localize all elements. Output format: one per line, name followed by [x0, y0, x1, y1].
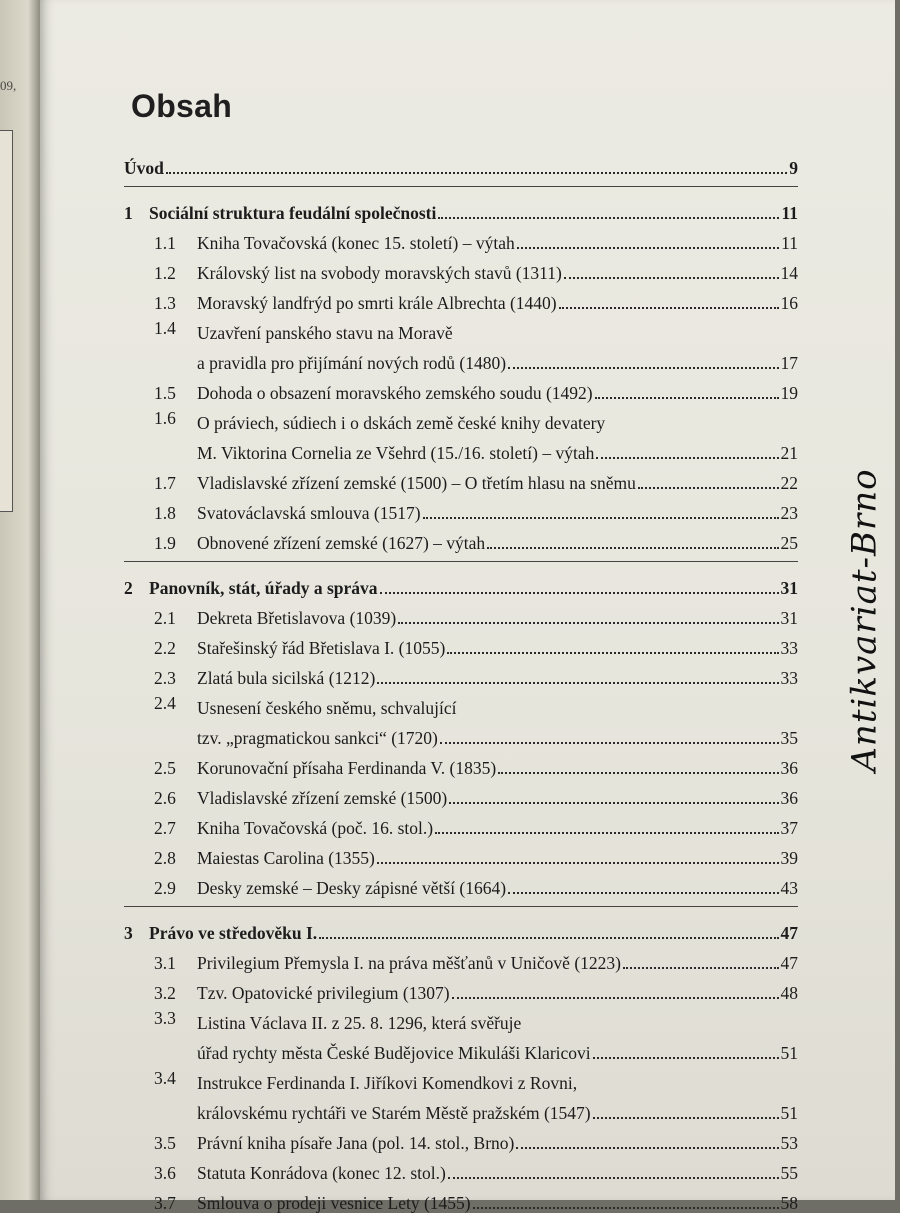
toc-chapter-row[interactable]: [124, 913, 798, 943]
toc-entry-title: Sociální struktura feudální společnosti: [149, 203, 437, 223]
toc-page-number: 14: [780, 263, 798, 283]
toc-entry-number: 1.3: [154, 293, 176, 313]
toc-entry-number: 2.8: [154, 848, 176, 868]
toc-section-row[interactable]: [124, 973, 798, 1003]
toc-entry-title-line1: O práviech, súdiech i o dskách země české knihy devatery: [197, 413, 606, 433]
dot-leader: [564, 276, 779, 279]
adjacent-page-edge: [0, 0, 40, 1200]
toc-entry-title: úřad rychty města České Budějovice Mikuláši Klaricovi: [197, 1043, 591, 1063]
toc-section-row[interactable]: [124, 838, 798, 868]
toc-entry-number: 2.4: [154, 693, 176, 713]
toc-entry-number: 1.6: [154, 408, 176, 428]
toc-entry-number: 1.2: [154, 263, 176, 283]
toc-chapter-row[interactable]: [124, 568, 798, 598]
dot-leader: [449, 801, 778, 804]
watermark-stamp: [810, 440, 900, 800]
toc-page-number: 51: [780, 1103, 798, 1123]
toc-page-number: 21: [780, 443, 798, 463]
toc-entry-title: Tzv. Opatovické privilegium (1307): [197, 983, 450, 1003]
toc-section-row[interactable]: [124, 313, 798, 373]
toc-entry-title: Právo ve středověku I.: [149, 923, 318, 943]
toc-entry-number: 1.8: [154, 503, 176, 523]
dot-leader: [487, 546, 778, 549]
toc-section-row[interactable]: [124, 1123, 798, 1153]
toc-entry-number: 1: [124, 203, 133, 223]
toc-entry-title: Zlatá bula sicilská (1212): [197, 668, 376, 688]
toc-entry-number: 2: [124, 578, 133, 598]
toc-page-number: 11: [781, 233, 798, 253]
toc-entry-title: královskému rychtáři ve Starém Městě pražském (1547): [197, 1103, 591, 1123]
dot-leader: [447, 651, 778, 654]
toc-entry-number: 1.5: [154, 383, 176, 403]
toc-entry-number: 1.7: [154, 473, 176, 493]
dot-leader: [423, 516, 779, 519]
toc-entry-title: Dekreta Břetislavova (1039): [197, 608, 397, 628]
toc-entry-title: Úvod: [124, 158, 164, 178]
dot-leader: [398, 621, 778, 624]
section-divider: [124, 906, 798, 907]
toc-entry-title: M. Viktorina Cornelia ze Všehrd (15./16. století) – výtah: [197, 443, 595, 463]
toc-entry-number: 1.4: [154, 318, 176, 338]
toc-section-row[interactable]: [124, 403, 798, 463]
toc-page-number: 35: [780, 728, 798, 748]
toc-page-number: 31: [780, 608, 798, 628]
toc-page-number: 37: [780, 818, 798, 838]
toc-entry-title: Stařešinský řád Břetislava I. (1055): [197, 638, 446, 658]
toc-entry-title-line1: Uzavření panského stavu na Moravě: [197, 323, 453, 343]
dot-leader: [435, 831, 778, 834]
dot-leader: [448, 1176, 779, 1179]
toc-entry-number: 2.9: [154, 878, 176, 898]
toc-section-row[interactable]: [124, 493, 798, 523]
toc-entry-title: Moravský landfrýd po smrti krále Albrechta (1440): [197, 293, 557, 313]
dot-leader: [593, 1056, 779, 1059]
toc-entry-title: Desky zemské – Desky zápisné větší (1664): [197, 878, 507, 898]
adjacent-page-box: [0, 130, 13, 512]
dot-leader: [377, 681, 778, 684]
toc-entry-number: 3: [124, 923, 133, 943]
toc-entry-title: a pravidla pro přijímání nových rodů (1480): [197, 353, 507, 373]
toc-section-row[interactable]: [124, 778, 798, 808]
toc-entry-title: Privilegium Přemysla I. na práva měšťanů v Uničově (1223): [197, 953, 621, 973]
toc-chapter-row[interactable]: [124, 193, 798, 223]
toc-section-row[interactable]: [124, 223, 798, 253]
toc-page-number: 48: [780, 983, 798, 1003]
toc-page-number: 19: [780, 383, 798, 403]
toc-page-number: 33: [780, 638, 798, 658]
toc-section-row[interactable]: [124, 808, 798, 838]
dot-leader: [440, 741, 779, 744]
toc-entry-number: 2.6: [154, 788, 176, 808]
toc-entry-number: 2.2: [154, 638, 176, 658]
toc-page-number: 25: [780, 533, 798, 553]
toc-page-number: 51: [780, 1043, 798, 1063]
toc-section-row[interactable]: [124, 463, 798, 493]
toc-entry-number: 2.5: [154, 758, 176, 778]
toc-entry-title: Kniha Tovačovská (poč. 16. stol.): [197, 818, 434, 838]
dot-leader: [559, 306, 779, 309]
toc-entry-title-line1: Listina Václava II. z 25. 8. 1296, která svěřuje: [197, 1013, 522, 1033]
toc-entry-number: 3.6: [154, 1163, 176, 1183]
toc-entry-title-line1: Usnesení českého sněmu, schvalující: [197, 698, 457, 718]
dot-leader: [377, 861, 779, 864]
toc-section-row[interactable]: [124, 1153, 798, 1183]
toc-page-number: 36: [780, 758, 798, 778]
toc-section-row[interactable]: [124, 598, 798, 628]
toc-entry-number: 1.9: [154, 533, 176, 553]
toc-page-number: 17: [780, 353, 798, 373]
toc-entry-title: Statuta Konrádova (konec 12. stol.): [197, 1163, 446, 1183]
toc-page-number: 16: [780, 293, 798, 313]
dot-leader: [166, 171, 787, 174]
toc-section-row[interactable]: [124, 628, 798, 658]
toc-entry-number: 1.1: [154, 233, 176, 253]
toc-section-row[interactable]: [124, 373, 798, 403]
toc-section-row[interactable]: [124, 868, 798, 898]
toc-entry-number: 2.3: [154, 668, 176, 688]
toc-section-row[interactable]: [124, 523, 798, 553]
dot-leader: [380, 591, 779, 594]
section-divider: [124, 186, 798, 187]
toc-entry-title: Královský list na svobody moravských stavů (1311): [197, 263, 562, 283]
toc-entry-title: tzv. „pragmatickou sankci“ (1720): [197, 728, 438, 748]
toc-page-number: 47: [780, 953, 798, 973]
toc-section-row[interactable]: [124, 253, 798, 283]
toc-section-row[interactable]: [124, 943, 798, 973]
toc-entry-title: Obnovené zřízení zemské (1627) – výtah: [197, 533, 486, 553]
toc-page-number: 53: [780, 1133, 798, 1153]
toc-page-number: 39: [780, 848, 798, 868]
section-divider: [124, 561, 798, 562]
toc-entry-title: Smlouva o prodeji vesnice Lety (1455): [197, 1193, 471, 1213]
toc-page-number: 47: [780, 923, 798, 943]
dot-leader: [452, 996, 779, 999]
page-title: Obsah: [131, 88, 233, 124]
toc-entry-number: 3.2: [154, 983, 176, 1003]
dot-leader: [593, 1116, 779, 1119]
toc-entry-number: 3.7: [154, 1193, 176, 1213]
toc-entry-title-line1: Instrukce Ferdinanda I. Jiříkovi Komendkovi z Rovni,: [197, 1073, 578, 1093]
dot-leader: [438, 216, 779, 219]
toc-section-row[interactable]: [124, 748, 798, 778]
toc-entry-title: Dohoda o obsazení moravského zemského soudu (1492): [197, 383, 593, 403]
toc-entry-number: 3.4: [154, 1068, 176, 1088]
toc-entry-number: 2.1: [154, 608, 176, 628]
toc-entry-title: Právní kniha písaře Jana (pol. 14. stol., Brno): [197, 1133, 515, 1153]
toc-section-row[interactable]: [124, 1003, 798, 1063]
toc-entry-number: 3.5: [154, 1133, 176, 1153]
watermark-text: Antikvariat-Brno: [845, 468, 886, 772]
toc-page-number: 22: [780, 473, 798, 493]
toc-entry-number: 2.7: [154, 818, 176, 838]
dot-leader: [516, 1146, 778, 1149]
dot-leader: [595, 396, 779, 399]
toc-section-row[interactable]: [124, 1183, 798, 1213]
dot-leader: [596, 456, 778, 459]
dot-leader: [319, 936, 778, 939]
toc-entry-title: Maiestas Carolina (1355): [197, 848, 375, 868]
toc-section-row[interactable]: [124, 658, 798, 688]
toc-chapter-row[interactable]: [124, 148, 798, 178]
toc-entry-title: Svatováclavská smlouva (1517): [197, 503, 421, 523]
dot-leader: [623, 966, 779, 969]
toc-page-number: 31: [780, 578, 798, 598]
dot-leader: [638, 486, 779, 489]
toc-entry-title: Kniha Tovačovská (konec 15. století) – výtah: [197, 233, 515, 253]
toc-page-number: 43: [780, 878, 798, 898]
book-page: [40, 0, 895, 1213]
toc-page-number: 58: [780, 1193, 798, 1213]
dot-leader: [498, 771, 778, 774]
dot-leader: [517, 246, 779, 249]
toc-page-number: 33: [780, 668, 798, 688]
dot-leader: [508, 366, 778, 369]
toc-page-number: 9: [789, 158, 798, 178]
toc-entry-number: 3.1: [154, 953, 176, 973]
toc-entry-title: Korunovační přísaha Ferdinanda V. (1835): [197, 758, 497, 778]
toc-section-row[interactable]: [124, 1063, 798, 1123]
toc-entry-title: Panovník, stát, úřady a správa: [149, 578, 378, 598]
table-of-contents: [124, 148, 798, 1213]
toc-entry-number: 3.3: [154, 1008, 176, 1028]
toc-entry-title: Vladislavské zřízení zemské (1500) – O třetím hlasu na sněmu: [197, 473, 636, 493]
toc-section-row[interactable]: [124, 688, 798, 748]
toc-section-row[interactable]: [124, 283, 798, 313]
toc-entry-title: Vladislavské zřízení zemské (1500): [197, 788, 448, 808]
dot-leader: [508, 891, 778, 894]
toc-page-number: 23: [780, 503, 798, 523]
toc-page-number: 55: [780, 1163, 798, 1183]
toc-page-number: 11: [781, 203, 798, 223]
adjacent-page-text: 09,: [0, 78, 17, 93]
dot-leader: [473, 1206, 779, 1209]
toc-page-number: 36: [780, 788, 798, 808]
